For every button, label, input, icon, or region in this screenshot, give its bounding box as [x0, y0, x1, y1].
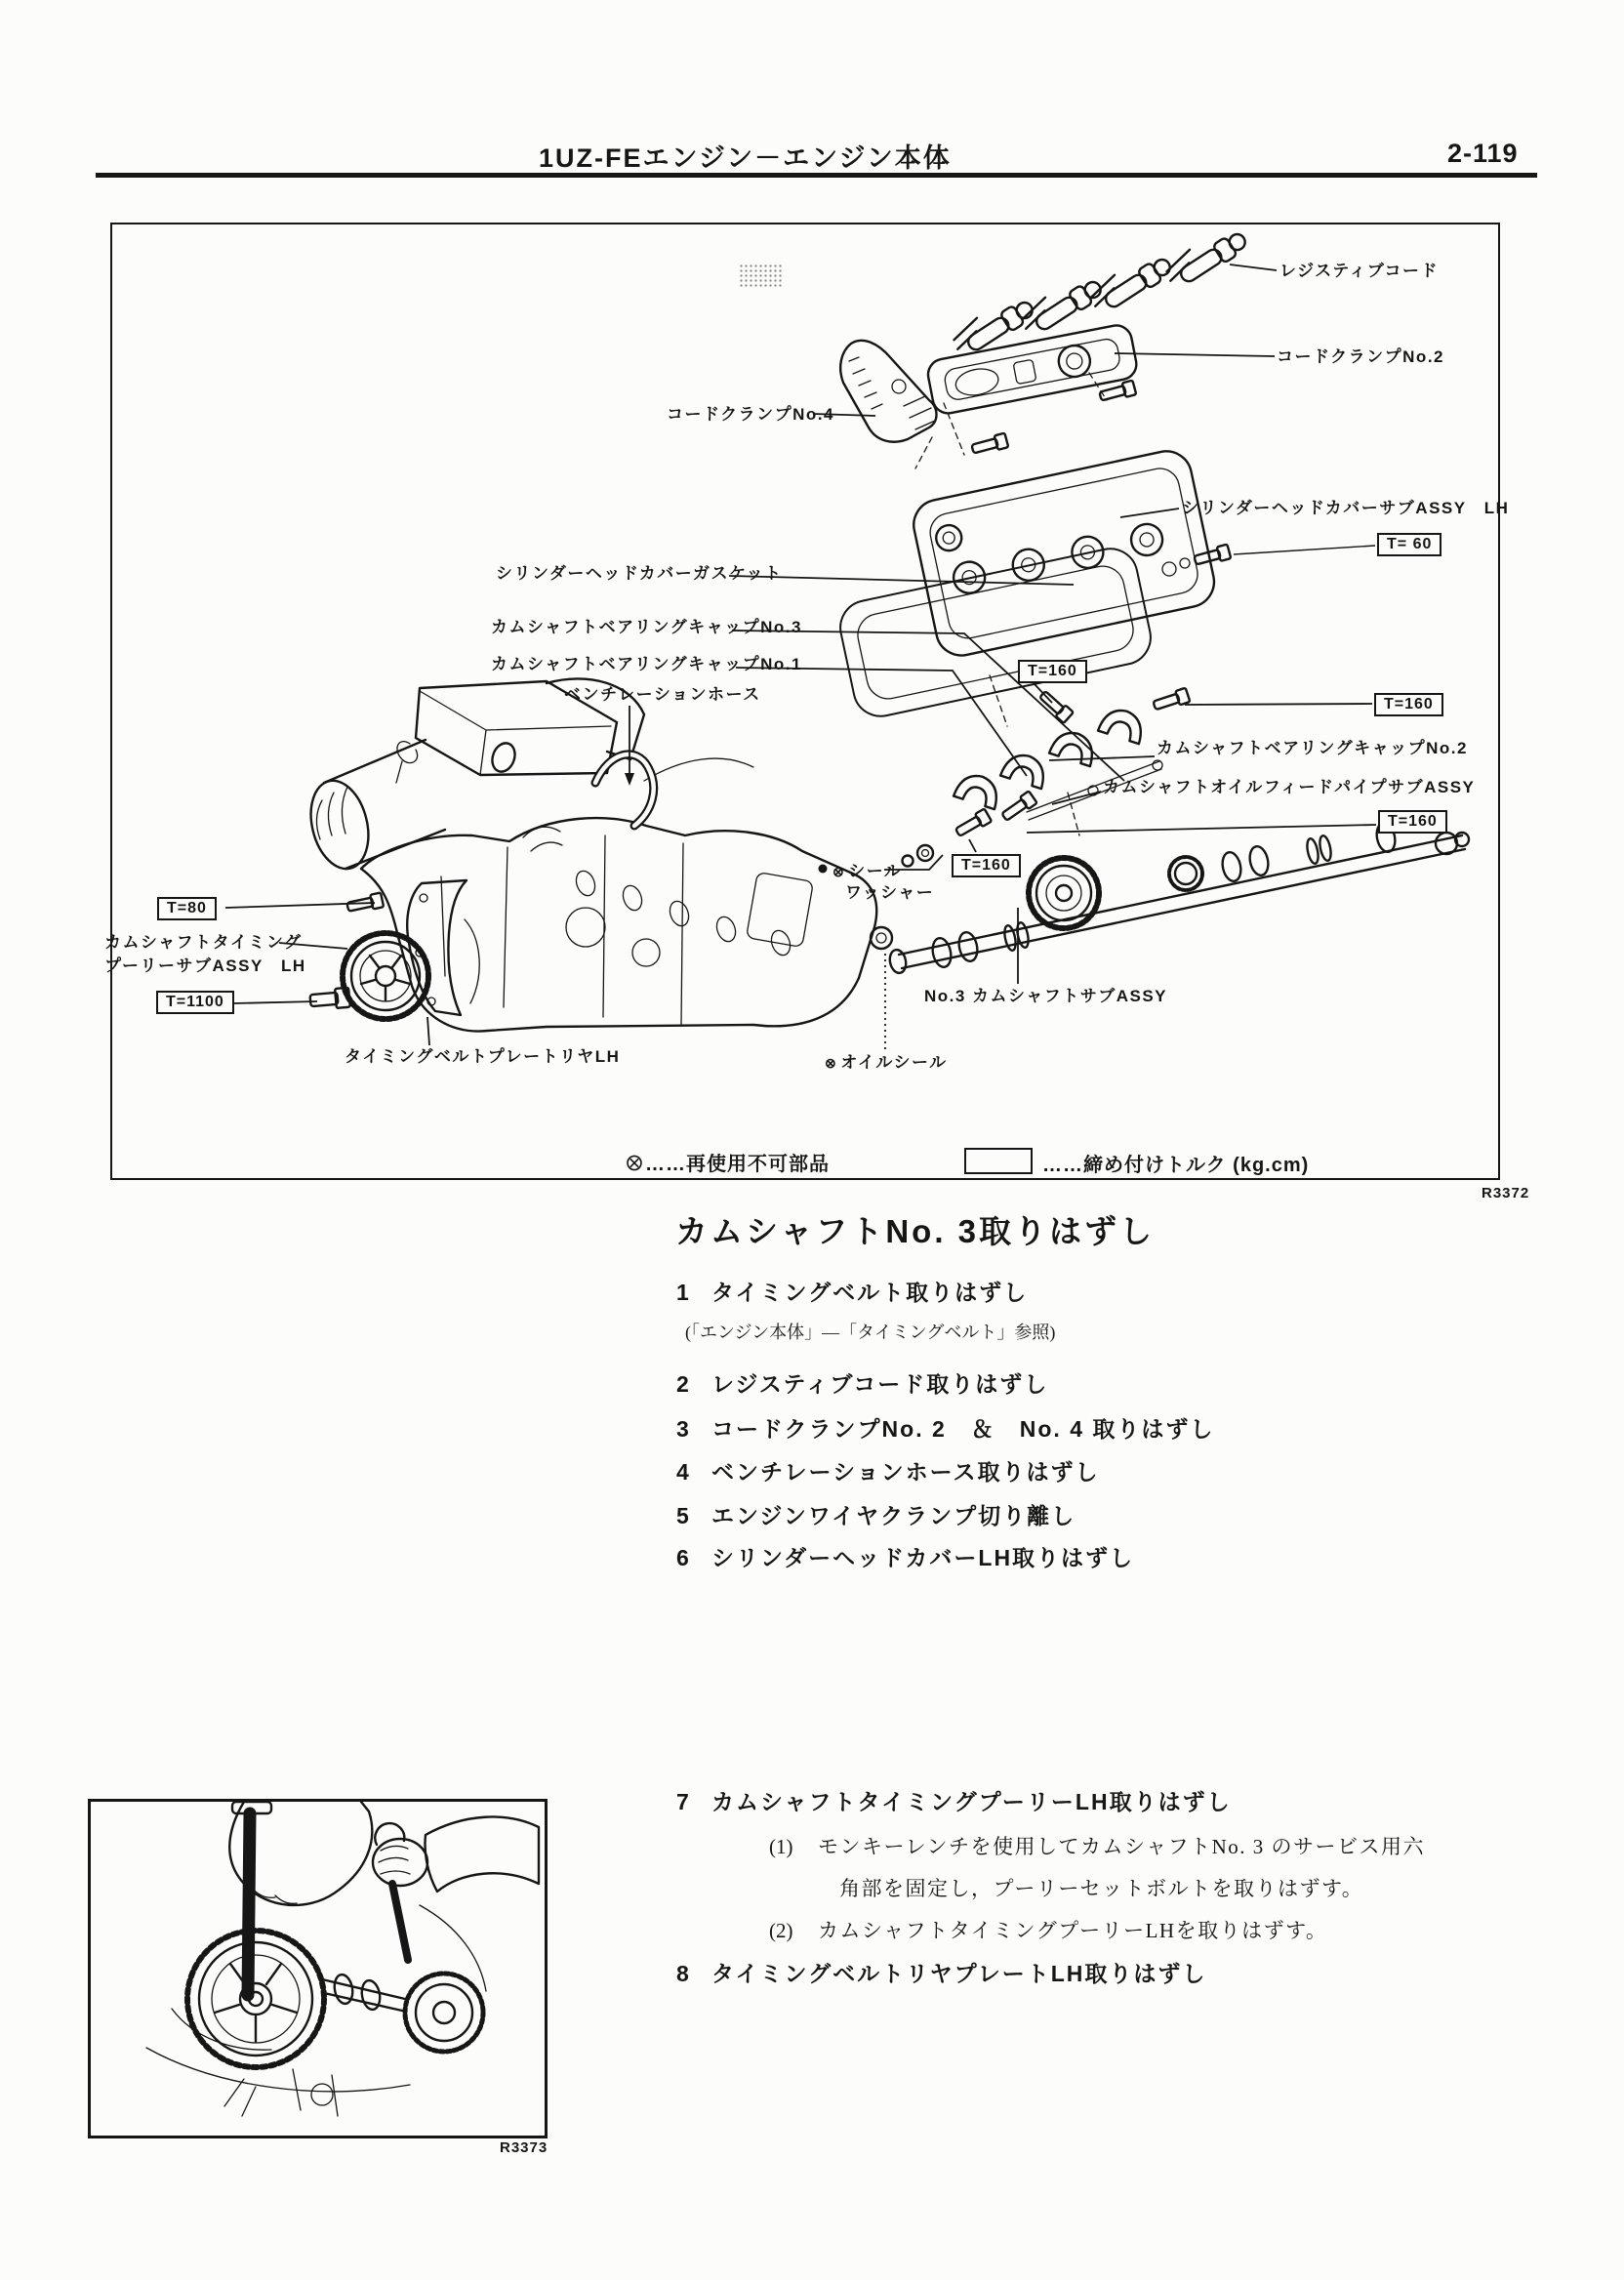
step-1-reference: (「エンジン本体」―「タイミングベルト」参照) — [685, 1323, 1056, 1342]
non-reusable-icon: ⊗ — [832, 864, 846, 879]
camshaft-part-icon — [871, 821, 1469, 974]
torque-box-pulley-bolt: T=1100 — [156, 991, 234, 1014]
label-bearing-cap-no3: カムシャフトベアリングキャップNo.3 — [491, 618, 802, 636]
torque-box-head-cover: T= 60 — [1377, 533, 1441, 556]
label-oil-seal: ⊗ オイルシール — [825, 1053, 948, 1072]
step-2: 2 レジスティブコード取りはずし — [676, 1371, 1049, 1397]
torque-box-cap-bolt-b: T=160 — [1374, 693, 1443, 716]
step-7-substep-1-cont: 角部を固定し，プーリーセットボルトを取りはずす。 — [839, 1877, 1364, 1900]
torque-box-cap-bolt-c: T=160 — [1378, 810, 1447, 834]
torque-box-t80: T=80 — [157, 897, 217, 920]
legend-torque-box-icon — [964, 1148, 1033, 1174]
step-8: 8 タイミングベルトリヤプレートLH取りはずし — [676, 1961, 1207, 1986]
section-title: カムシャフトNo. 3取りはずし — [675, 1213, 1156, 1249]
label-ventilation-hose: ベンチレーションホース — [564, 685, 761, 704]
label-cord-clamp-no4: コードクランプNo.4 — [667, 405, 834, 424]
legend-non-reusable: ⊗……再使用不可部品 — [625, 1154, 830, 1175]
label-cord-clamp-no2: コードクランプNo.2 — [1277, 347, 1444, 366]
page-title: 1UZ-FEエンジン－エンジン本体 — [539, 143, 952, 173]
step-3: 3 コードクランプNo. 2 ＆ No. 4 取りはずし — [676, 1416, 1215, 1442]
non-reusable-icon: ⊗ — [825, 1055, 838, 1071]
label-camshaft-no3: No.3 カムシャフトサブASSY — [924, 987, 1168, 1005]
wrench-illustration-icon — [88, 1799, 542, 2133]
label-bearing-cap-no2: カムシャフトベアリングキャップNo.2 — [1157, 739, 1468, 757]
label-resistive-cord: レジスティブコード — [1279, 262, 1440, 280]
torque-box-camshaft: T=160 — [952, 854, 1021, 877]
non-reusable-icon: ⊗ — [625, 1154, 645, 1175]
cord-clamp-no4-part-icon — [840, 341, 936, 442]
label-timing-pulley-line1: カムシャフトタイミング — [104, 933, 303, 952]
label-bearing-cap-no1: カムシャフトベアリングキャップNo.1 — [491, 655, 802, 673]
label-belt-plate: タイミングベルトプレートリヤLH — [345, 1047, 621, 1066]
step-6: 6 シリンダーヘッドカバーLH取りはずし — [676, 1545, 1135, 1570]
page-number: 2-119 — [1447, 139, 1519, 168]
step-7-substep-1: (1) モンキーレンチを使用してカムシャフトNo. 3 のサービス用六 — [769, 1835, 1426, 1858]
engine-block-part-icon — [303, 678, 877, 1031]
step-4: 4 ベンチレーションホース取りはずし — [676, 1459, 1100, 1485]
label-seal: ⊗ シール — [832, 862, 903, 880]
label-head-cover: シリンダーヘッドカバーサブASSY LH — [1182, 499, 1510, 517]
torque-box-cap-bolt-a: T=160 — [1018, 660, 1087, 683]
step-7-substep-2: (2) カムシャフトタイミングプーリーLHを取りはずす。 — [769, 1919, 1328, 1942]
label-timing-pulley-line2: プーリーサブASSY LH — [104, 957, 306, 975]
label-washer: ワッシャー — [845, 883, 935, 902]
figure-code-r3372: R3372 — [1482, 1185, 1530, 1201]
figure-code-r3373: R3373 — [500, 2139, 548, 2156]
label-head-cover-gasket: シリンダーヘッドカバーガスケット — [496, 564, 783, 583]
step-7: 7 カムシャフトタイミングプーリーLH取りはずし — [676, 1789, 1232, 1814]
legend-torque: ……締め付けトルク (kg.cm) — [1042, 1155, 1310, 1176]
step-5: 5 エンジンワイヤクランプ切り離し — [676, 1503, 1076, 1528]
cylinder-head-cover-part-icon — [909, 447, 1218, 661]
step-1: 1 タイミングベルト取りはずし — [676, 1280, 1029, 1305]
label-oil-feed-pipe: カムシャフトオイルフィードパイプサブASSY — [1103, 778, 1476, 796]
